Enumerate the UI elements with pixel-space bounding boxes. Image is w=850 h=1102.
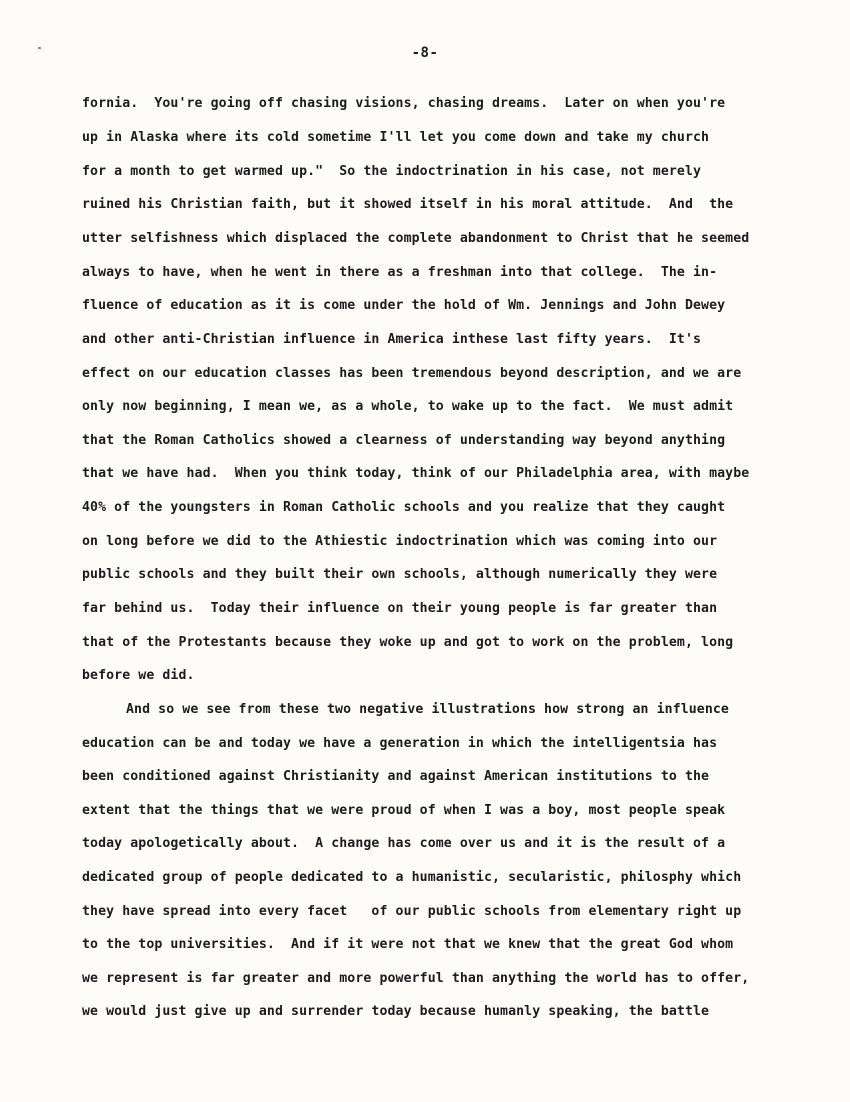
text-line: always to have, when he went in there as a freshman into that college. The in-: [82, 265, 718, 280]
text-line: to the top universities. And if it were not that we knew that the great God whom: [82, 937, 734, 952]
text-line: we represent is far greater and more powerful than anything the world has to offer,: [82, 971, 750, 986]
text-line: education can be and today we have a generation in which the intelligentsia has: [82, 736, 718, 751]
text-line: we would just give up and surrender today because humanly speaking, the battle: [82, 1004, 710, 1019]
text-line: public schools and they built their own schools, although numerically they were: [82, 567, 718, 582]
text-line: 40% of the youngsters in Roman Catholic schools and you realize that they caught: [82, 500, 726, 515]
text-line: fornia. You're going off chasing visions, chasing dreams. Later on when you're: [82, 96, 726, 111]
text-line: ruined his Christian faith, but it showed itself in his moral attitude. And the: [82, 197, 734, 212]
text-line: far behind us. Today their influence on their young people is far greater than: [82, 601, 718, 616]
text-line: and other anti-Christian influence in America inthese last fifty years. It's: [82, 332, 702, 347]
paragraph-first-line: And so we see from these two negative illustrations how strong an influence: [126, 702, 729, 717]
text-line: up in Alaska where its cold sometime I'll let you come down and take my church: [82, 130, 710, 145]
text-line: before we did.: [82, 668, 195, 683]
text-line: for a month to get warmed up." So the indoctrination in his case, not merely: [82, 164, 702, 179]
text-line: they have spread into every facet of our public schools from elementary right up: [82, 904, 742, 919]
text-line: today apologetically about. A change has come over us and it is the result of a: [82, 836, 726, 851]
text-line: on long before we did to the Athiestic indoctrination which was coming into our: [82, 534, 718, 549]
page-number: -8-: [411, 45, 439, 61]
text-line: that we have had. When you think today, think of our Philadelphia area, with maybe: [82, 466, 750, 481]
text-line: extent that the things that we were proud of when I was a boy, most people speak: [82, 803, 726, 818]
text-line: dedicated group of people dedicated to a humanistic, secularistic, philosphy which: [82, 870, 742, 885]
text-line: only now beginning, I mean we, as a whole, to wake up to the fact. We must admit: [82, 399, 734, 414]
text-line: utter selfishness which displaced the complete abandonment to Christ that he seemed: [82, 231, 750, 246]
text-line: fluence of education as it is come under the hold of Wm. Jennings and John Dewey: [82, 298, 726, 313]
text-line: that of the Protestants because they woke up and got to work on the problem, long: [82, 635, 734, 650]
text-line: been conditioned against Christianity and against American institutions to the: [82, 769, 710, 784]
text-line: effect on our education classes has been tremendous beyond description, and we are: [82, 366, 742, 381]
text-line: that the Roman Catholics showed a clearness of understanding way beyond anything: [82, 433, 726, 448]
